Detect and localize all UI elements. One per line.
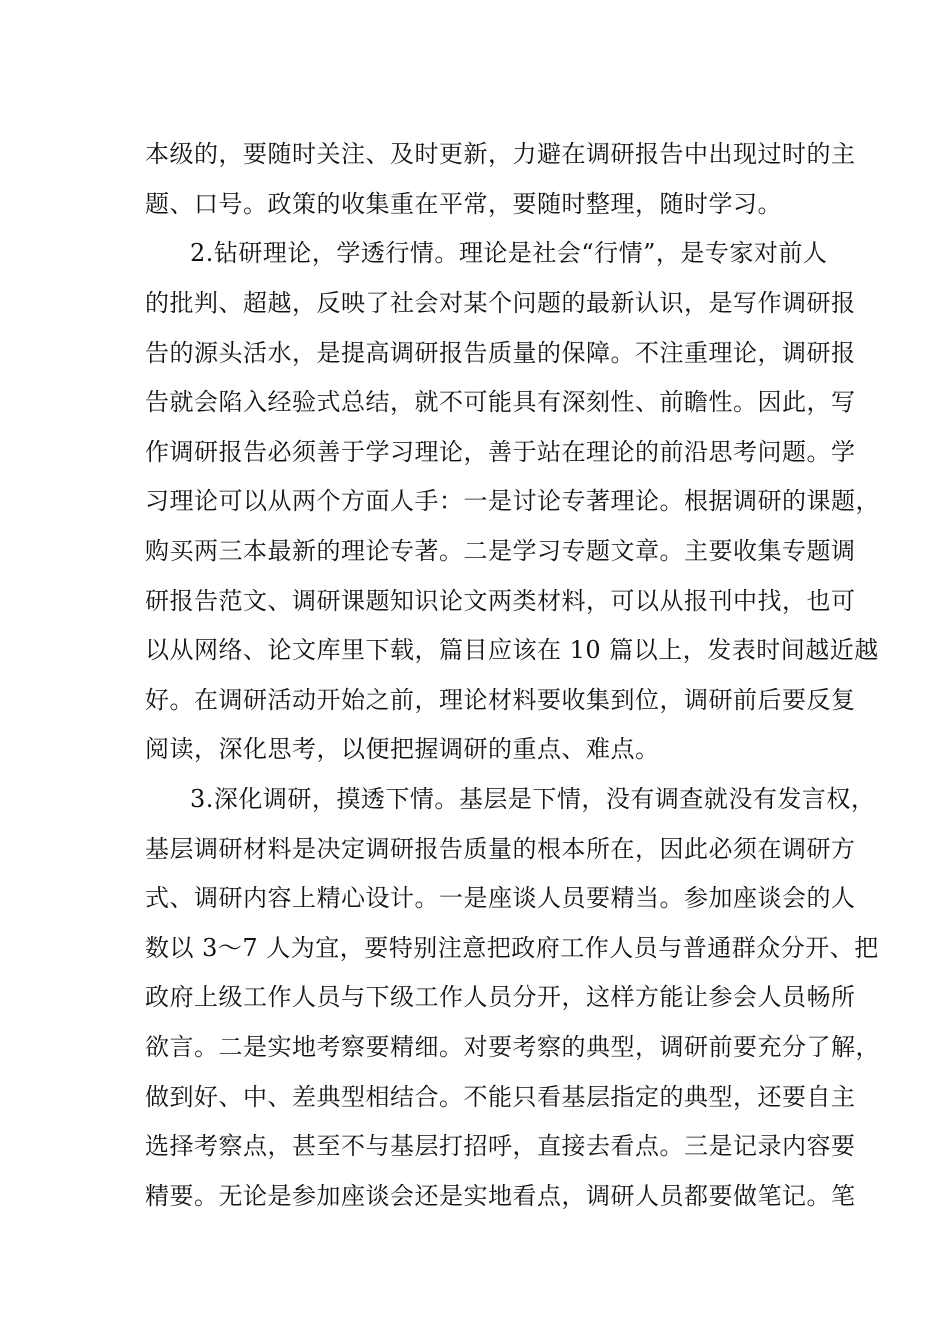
text-line: 式、调研内容上精心设计。一是座谈人员要精当。参加座谈会的人 bbox=[145, 884, 856, 912]
text-line: 阅读，深化思考，以便把握调研的重点、难点。 bbox=[145, 735, 660, 763]
text-line: 购买两三本最新的理论专著。二是学习专题文章。主要收集专题调 bbox=[145, 537, 856, 565]
text-line: 做到好、中、差典型相结合。不能只看基层指定的典型，还要自主 bbox=[145, 1083, 856, 1111]
text-line: 数以 3～7 人为宜，要特别注意把政府工作人员与普通群众分开、把 bbox=[145, 934, 879, 962]
text-line: 本级的，要随时关注、及时更新，力避在调研报告中出现过时的主 bbox=[145, 140, 856, 168]
text-line: 告就会陷入经验式总结，就不可能具有深刻性、前瞻性。因此，写 bbox=[145, 388, 856, 416]
text-line: 作调研报告必须善于学习理论，善于站在理论的前沿思考问题。学 bbox=[145, 438, 856, 466]
text-line: 基层调研材料是决定调研报告质量的根本所在，因此必须在调研方 bbox=[145, 835, 856, 863]
text-line: 选择考察点，甚至不与基层打招呼，直接去看点。三是记录内容要 bbox=[145, 1132, 856, 1160]
paragraph-2-heading-line: 2.钻研理论，学透行情。理论是社会“行情”，是专家对前人 bbox=[190, 239, 828, 267]
text-line: 的批判、超越，反映了社会对某个问题的最新认识，是写作调研报 bbox=[145, 289, 856, 317]
text-line: 题、口号。政策的收集重在平常，要随时整理，随时学习。 bbox=[145, 190, 782, 218]
text-line: 好。在调研活动开始之前，理论材料要收集到位，调研前后要反复 bbox=[145, 686, 856, 714]
text-line: 告的源头活水，是提高调研报告质量的保障。不注重理论，调研报 bbox=[145, 339, 856, 367]
text-line: 欲言。二是实地考察要精细。对要考察的典型，调研前要充分了解， bbox=[145, 1033, 880, 1061]
paragraph-3-heading-line: 3.深化调研，摸透下情。基层是下情，没有调查就没有发言权， bbox=[190, 785, 876, 813]
text-line: 精要。无论是参加座谈会还是实地看点，调研人员都要做笔记。笔 bbox=[145, 1182, 856, 1210]
text-line: 习理论可以从两个方面人手：一是讨论专著理论。根据调研的课题， bbox=[145, 487, 880, 515]
text-line: 以从网络、论文库里下载，篇目应该在 10 篇以上，发表时间越近越 bbox=[145, 636, 879, 664]
text-line: 政府上级工作人员与下级工作人员分开，这样方能让参会人员畅所 bbox=[145, 983, 856, 1011]
text-line: 研报告范文、调研课题知识论文两类材料，可以从报刊中找，也可 bbox=[145, 587, 856, 615]
